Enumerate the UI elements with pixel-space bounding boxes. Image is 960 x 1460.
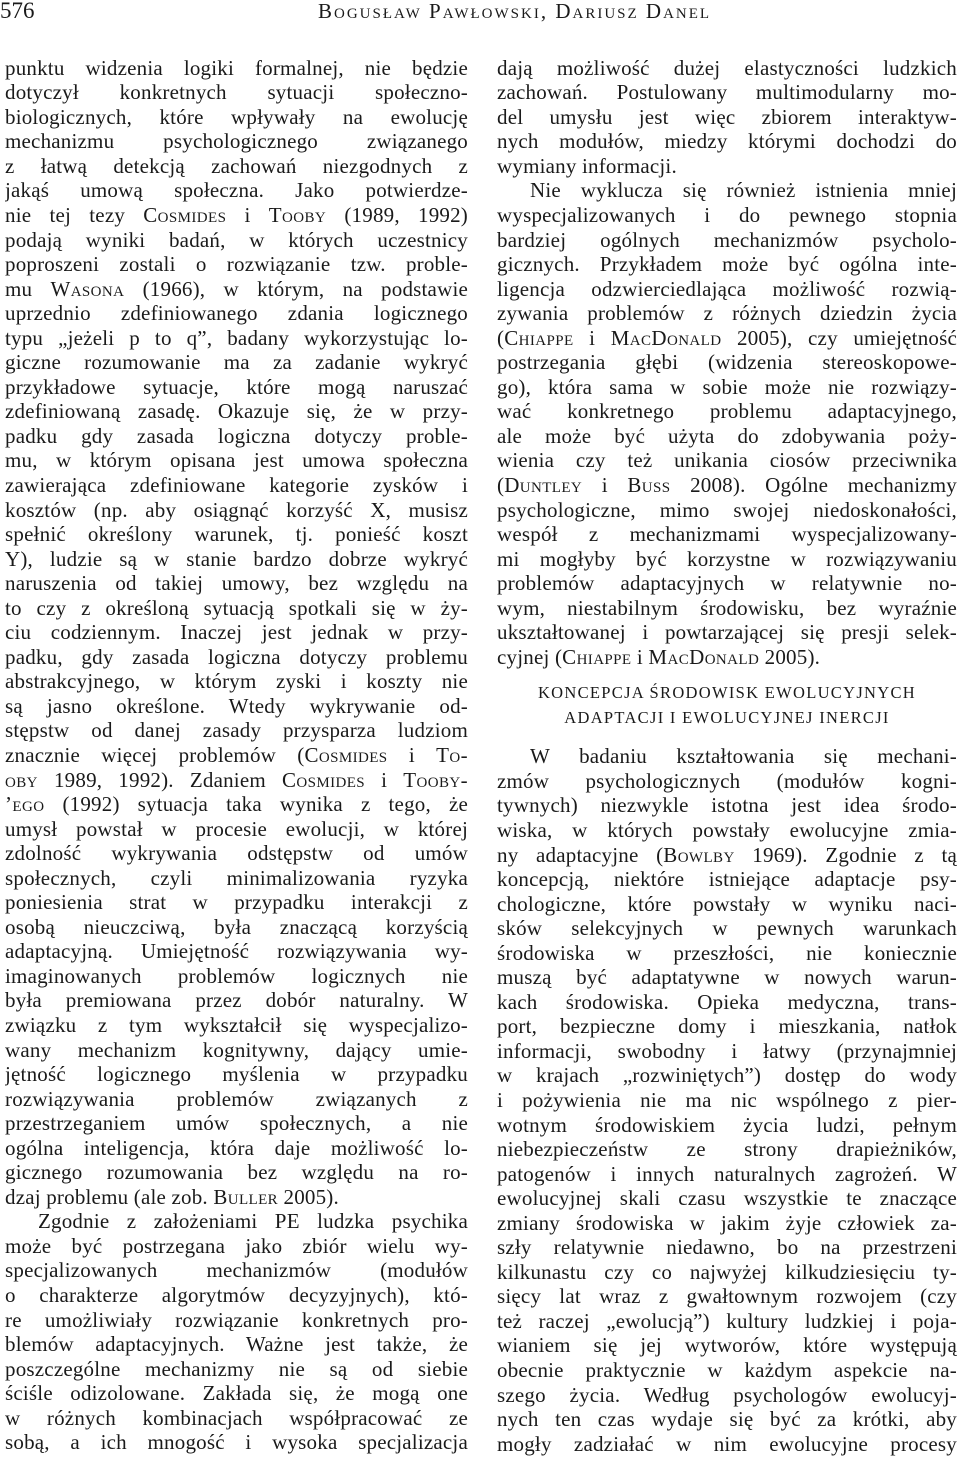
text-line: naruszenia od takiej umowy, bez względu na xyxy=(5,571,468,596)
text-line: giczne rozumowanie ma za zadanie wykryć xyxy=(5,350,468,375)
text-line: przestrzeganiem umów społecznych, a nie xyxy=(5,1111,468,1136)
text-line: kosztów (np. aby osiągnąć korzyść X, musisz xyxy=(5,497,468,522)
text-line: wać konkretnego problemu adaptacyjnego, xyxy=(497,399,957,424)
text-line: ewolucyjnej skali czasu wszystkie te znaczące xyxy=(497,1186,957,1211)
text-line xyxy=(497,843,957,868)
author-citation: oby xyxy=(5,767,38,792)
text-line: obecnie praktycznie w każdym aspekcie na- xyxy=(497,1358,957,1383)
text-line: ale może być użyta do zdobywania poży- xyxy=(497,423,957,448)
text-run: nie tej tezy xyxy=(5,202,144,227)
text-line: zmów psychologicznych (modułów kogni- xyxy=(497,768,957,793)
text-line: padku, gdy zasada logiczna dotyczy problemu xyxy=(5,644,468,669)
author-citation: Duntley xyxy=(504,472,583,497)
text-line: postrzegania głębi (widzenia stereoskopowe- xyxy=(497,350,957,375)
text-line: mogły zadziałać w nim ewolucyjne procesy xyxy=(497,1431,957,1456)
author-citation: Tooby xyxy=(268,202,327,227)
text-line: ogólna inteligencja, która daje możliwość lo- xyxy=(5,1135,468,1160)
text-line: ściśle odizolowane. Zakłada się, że mogą one xyxy=(5,1381,468,1406)
author-citation: Chiappe xyxy=(504,325,574,350)
paragraph xyxy=(497,56,957,179)
text-line: może być postrzegana jako zbiór wielu wy- xyxy=(5,1233,468,1258)
text-line: jakąś umową społeczna. Jako potwierdze- xyxy=(5,178,468,203)
text-line xyxy=(5,792,468,817)
text-line: poszczególne mechanizmy nie są od siebie xyxy=(5,1356,468,1381)
text-line: osobą nieuczciwą, była znaczącą korzyścią xyxy=(5,914,468,939)
author-citation: Chiappe xyxy=(562,644,632,669)
text-run: 1969). Zgodnie z tą xyxy=(734,842,957,867)
text-line: abstrakcyjnego, w którym zyski i koszty nie xyxy=(5,669,468,694)
paragraph xyxy=(497,744,957,1456)
text-line: wany mechanizm kognitywny, dający umie- xyxy=(5,1037,468,1062)
author-citation: Wasona xyxy=(50,276,125,301)
text-line xyxy=(5,1185,468,1210)
text-line: rozwiązywania problemów związanych z xyxy=(5,1086,468,1111)
text-line: go), która sama w sobie może nie rozwiązy- xyxy=(497,374,957,399)
text-line: wespół z mechanizmami wyspecjalizowany- xyxy=(497,522,957,547)
author-citation: Buss xyxy=(627,472,671,497)
text-line: dotyczył konkretnych sytuacji społeczno- xyxy=(5,80,468,105)
text-line: blemów adaptacyjnych. Ważne jest także, że xyxy=(5,1332,468,1357)
text-line xyxy=(5,277,468,302)
text-line: imaginowanych problemów logicznych nie xyxy=(5,963,468,988)
text-run: i xyxy=(573,325,611,350)
text-line: w krajach „rozwiniętych”) dostęp do wody xyxy=(497,1063,957,1088)
text-line: problemów adaptacyjnych w relatywnie no- xyxy=(497,571,957,596)
section-heading xyxy=(497,680,957,730)
running-header-authors: Bogusław Pawłowski, Dariusz Danel xyxy=(318,0,712,23)
text-line: o charakterze algorytmów decyzyjnych), któ- xyxy=(5,1283,468,1308)
text-line: del umysłu jest więc zbiorem interaktyw- xyxy=(497,104,957,129)
text-line: sobą, a ich mnogość i wysoka specjalizacja xyxy=(5,1430,468,1455)
text-line: muszą być adaptatywne w nowych warun- xyxy=(497,965,957,990)
text-line xyxy=(5,768,468,793)
author-citation: Bowlby xyxy=(663,842,735,867)
text-line: ciu codziennym. Inaczej jest jednak w przy- xyxy=(5,620,468,645)
text-line: chologiczne, które powstały w wyniku naci- xyxy=(497,891,957,916)
text-line: Nie wyklucza się również istnienia mniej xyxy=(530,178,957,203)
text-line: biologicznych, które wpływały na ewolucję xyxy=(5,104,468,129)
author-citation: Cosmides xyxy=(281,767,366,792)
text-line: zdefiniowaną zasadę. Okazuje się, że w przy- xyxy=(5,399,468,424)
text-line: była premiowana przez dobór naturalny. W xyxy=(5,988,468,1013)
text-line: padku gdy zasada logiczna dotyczy proble- xyxy=(5,423,468,448)
text-line: zmiany środowiska w jakim żyje człowiek za- xyxy=(497,1210,957,1235)
text-line: Zgodnie z założeniami PE ludzka psychika xyxy=(38,1209,468,1234)
heading-line: KONCEPCJA ŚRODOWISK EWOLUCYJNYCH xyxy=(537,683,917,703)
text-line: ligencja odzwierciedlająca możliwość rozwią- xyxy=(497,276,957,301)
text-line: są jasno określone. Wtedy wykrywanie od- xyxy=(5,693,468,718)
text-line: związku z tym wykształcił się wyspecjalizo- xyxy=(5,1013,468,1038)
text-run: 2005). xyxy=(759,644,821,669)
text-run: (1992) sytuacja taka wynika z tego, że xyxy=(44,792,468,817)
text-run: ( xyxy=(497,472,505,497)
text-line: kilkunastu czy co najwyżej kilkudziesięciu ty- xyxy=(497,1259,957,1284)
text-line: stępstw od danej zasady przysparza ludziom xyxy=(5,718,468,743)
text-run: mu xyxy=(5,276,51,301)
text-run: ny adaptacyjne ( xyxy=(497,842,664,867)
text-line: psychologiczne, mimo swojej niedoskonałości, xyxy=(497,497,957,522)
text-line: środowiska w przeszłości, nie koniecznie xyxy=(497,940,957,965)
text-line: zawierająca zdefiniowane kategorie zysków i xyxy=(5,472,468,497)
text-line: wotnym środowiskiem życia ludzi, pełnym xyxy=(497,1112,957,1137)
author-citation: MacDonald xyxy=(610,325,722,350)
text-line: szły relatywnie niedawno, bo na przestrzeni xyxy=(497,1235,957,1260)
text-line: społecznych, czyli minimalizowania ryzyka xyxy=(5,865,468,890)
text-line: ukształtowanej i powtarzającej się presji selek- xyxy=(497,620,957,645)
text-line xyxy=(497,473,957,498)
text-line: mechanizmu psychologicznego związanego xyxy=(5,129,468,154)
text-line: też raczej „ewolucją”) kultury ludzkiej i poja- xyxy=(497,1308,957,1333)
text-line: wyspecjalizowanych i do pewnego stopnia xyxy=(497,202,957,227)
text-line: specjalizowanych mechanizmów (modułów xyxy=(5,1258,468,1283)
text-line: kach środowiska. Opieka medyczna, trans- xyxy=(497,989,957,1014)
left-column xyxy=(5,56,468,1455)
text-line: z łatwą detekcją zachowań niezgodnych z xyxy=(5,153,468,178)
text-line: tywnych) niezwykle istotna jest idea środo- xyxy=(497,793,957,818)
text-line: wiska, w których powstały ewolucyjne zmia- xyxy=(497,818,957,842)
text-run: ( xyxy=(497,325,505,350)
text-line: gicznego rozumowania bez względu na ro- xyxy=(5,1160,468,1185)
text-run: 2005), czy umiejętność xyxy=(721,325,957,350)
text-line: poproszeni zostali o rozwiązanie tzw. proble- xyxy=(5,252,468,277)
text-line: w różnych kombinacjach współpracować ze xyxy=(5,1405,468,1430)
text-line: sięcy lat wraz z gwałtownym rozwojem (czy xyxy=(497,1284,957,1309)
author-citation: ’ego xyxy=(5,792,45,817)
text-line: informacji, swobodny i łatwy (przynajmniej xyxy=(497,1038,957,1063)
text-line: podają wyniki badań, w których uczestnicy xyxy=(5,227,468,252)
text-line: nych ten czas wydaje się być za krótki, aby xyxy=(497,1407,957,1432)
text-line: niebezpieczeństw ze strony drapieżników, xyxy=(497,1137,957,1162)
text-line: gicznych. Przykładem może być ogólna inte- xyxy=(497,252,957,277)
text-line: zdolność wykrywania odstępstw od umów xyxy=(5,841,468,866)
text-line: patogenów i innych naturalnych zagrożeń. W xyxy=(497,1161,957,1186)
text-run: i xyxy=(226,202,269,227)
text-line: typu „jeżeli p to q”, badany wykorzystując lo- xyxy=(5,325,468,350)
author-citation: Cosmides xyxy=(143,202,227,227)
text-line: W badaniu kształtowania się mechani- xyxy=(530,744,957,769)
text-run: i xyxy=(631,644,649,669)
text-line: jętność logicznego myślenia w przypadku xyxy=(5,1062,468,1087)
text-run: i xyxy=(582,472,628,497)
author-citation: MacDonald xyxy=(648,644,760,669)
heading-line: ADAPTACJI I EWOLUCYJNEJ INERCJI xyxy=(564,708,890,728)
text-line: sków selekcyjnych w pewnych warunkach xyxy=(497,916,957,941)
paragraph xyxy=(5,1209,468,1454)
text-line: wianiem się jej wytworów, które występują xyxy=(497,1333,957,1358)
paragraph xyxy=(497,178,957,669)
text-line: bardziej ogólnych mechanizmów psycholo- xyxy=(497,227,957,252)
text-line: zachowań. Postulowany multimodularny mo- xyxy=(497,80,957,105)
text-run: 2008). Ogólne mechanizmy xyxy=(670,472,957,497)
text-run: (1966), w którym, na podstawie xyxy=(124,276,468,301)
text-line xyxy=(5,743,468,768)
text-line: i pożywienia nie ma nic wspólnego z pier- xyxy=(497,1088,957,1113)
author-citation: Cosmides xyxy=(304,743,388,767)
text-line: poniesienia strat w przypadku interakcji z xyxy=(5,890,468,915)
page-number: 576 xyxy=(0,0,35,23)
text-run: 2005). xyxy=(278,1184,339,1209)
text-line: nych modułów, miedzy którymi dochodzi do xyxy=(497,129,957,154)
text-line: re umożliwiały rozwiązanie konkretnych pro- xyxy=(5,1307,468,1332)
text-line: punktu widzenia logiki formalnej, nie będzie xyxy=(5,55,468,80)
text-line: adaptacyjną. Umiejętność rozwiązywania wy- xyxy=(5,939,468,964)
text-run: cyjnej ( xyxy=(497,644,563,669)
right-column xyxy=(497,56,957,1457)
text-run: dzaj problemu (ale zob. xyxy=(5,1184,214,1209)
text-line: mu, w którym opisana jest umowa społeczna xyxy=(5,448,468,473)
text-line: wienia czy też unikania ciosów przeciwnika xyxy=(497,448,957,473)
text-run: i xyxy=(387,743,437,767)
text-line: dają możliwość dużej elastyczności ludzkich xyxy=(497,55,957,80)
text-line: mi mogłyby być korzystne w rozwiązywaniu xyxy=(497,546,957,571)
text-line: wymiany informacji. xyxy=(497,153,677,178)
text-run: i xyxy=(365,767,404,792)
author-citation: To- xyxy=(436,743,468,767)
text-line: koncepcją, niektóre istniejące adaptacje psy- xyxy=(497,867,957,892)
text-run: 1989, 1992). Zdaniem xyxy=(37,767,282,792)
text-run: znacznie więcej problemów ( xyxy=(5,743,305,767)
text-line: to czy z określoną sytuacją spotkali się w ży- xyxy=(5,595,468,620)
text-run: (1989, 1992) xyxy=(326,202,468,227)
author-citation: Tooby- xyxy=(403,767,468,792)
text-line: Y), ludzie są w stanie bardzo dobrze wykryć xyxy=(5,546,468,571)
text-line: szego życia. Według psychologów ewolucyj- xyxy=(497,1382,957,1407)
text-line: umysł powstał w procesie ewolucji, w której xyxy=(5,816,468,841)
text-line: zywania problemów z różnych dziedzin życia xyxy=(497,301,957,326)
text-line: wym, niestabilnym środowisku, bez wyraźnie xyxy=(497,595,957,620)
text-line: przykładowe sytuacje, które mogą naruszać xyxy=(5,374,468,399)
text-line xyxy=(5,203,468,228)
author-citation: Buller xyxy=(213,1184,279,1209)
text-line: spełnić określony warunek, tj. ponieść koszt xyxy=(5,522,468,547)
paragraph xyxy=(5,56,468,1210)
text-line: port, bezpieczne domy i mieszkania, natłok xyxy=(497,1014,957,1039)
text-line xyxy=(497,326,957,351)
text-line xyxy=(497,645,957,670)
text-line: uprzednio zdefiniowanego zdania logicznego xyxy=(5,301,468,326)
